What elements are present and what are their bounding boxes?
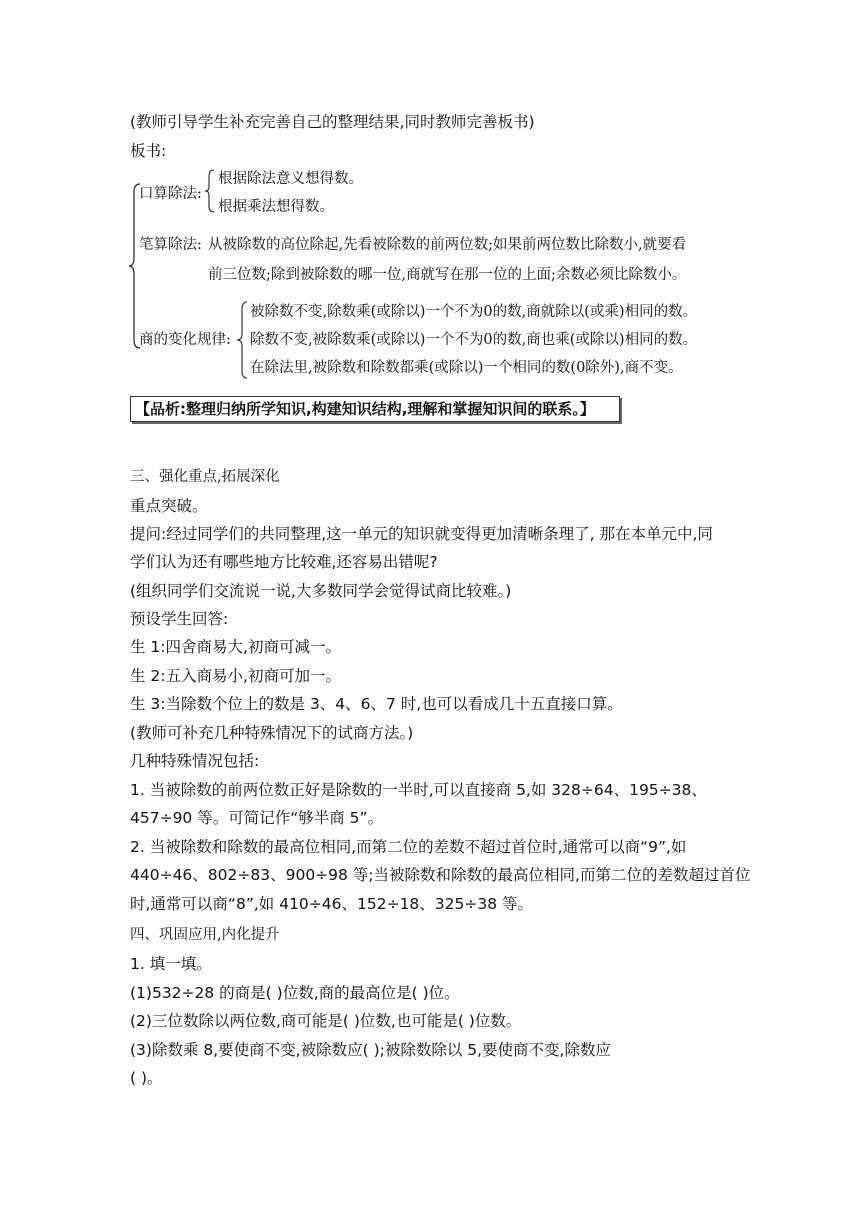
quotient-rule-item-3: 在除法里,被除数和除数都乘(或除以)一个相同的数(0除外),商不变。: [250, 360, 683, 376]
section3-line: 预设学生回答:: [130, 610, 229, 628]
section3-line: (教师可补充几种特殊情况下的试商方法。): [130, 724, 414, 742]
section4-line: (3)除数乘 8,要使商不变,被除数应( );被除数除以 5,要使商不变,除数应: [130, 1041, 611, 1059]
section3-line: 457÷90 等。可简记作“够半商 5”。: [130, 809, 384, 827]
section3-line: 440÷46、802÷83、900÷98 等;当被除数和除数的最高位相同,而第二位的差数超过首位: [130, 866, 751, 884]
oral-item-2: 根据乘法想得数。: [218, 199, 334, 215]
section3-line: 生 2:五入商易小,初商可加一。: [130, 667, 341, 685]
analysis-note-text: 【品析:整理归纳所学知识,构建知识结构,理解和掌握知识间的联系。】: [135, 400, 595, 418]
section3-line: 提问:经过同学们的共同整理,这一单元的知识就变得更加清晰条理了, 那在本单元中,同: [130, 525, 713, 543]
analysis-note-box: [130, 396, 620, 422]
section3-line: (组织同学们交流说一说,大多数同学会觉得试商比较难。): [130, 582, 512, 600]
section3-heading: 三、强化重点,拓展深化: [130, 469, 280, 485]
outer-brace: [128, 182, 142, 350]
section3-line: 几种特殊情况包括:: [130, 752, 260, 770]
section3-line: 2. 当被除数和除数的最高位相同,而第二位的差数不超过首位时,通常可以商“9”,如: [130, 838, 687, 856]
section3-line: 1. 当被除数的前两位数正好是除数的一半时,可以直接商 5,如 328÷64、195÷38、: [130, 781, 707, 799]
quotient-rule-item-2: 除数不变,被除数乘(或除以)一个不为0的数,商也乘(或除以)相同的数。: [250, 332, 698, 348]
section4-line: 1. 填一填。: [130, 955, 212, 973]
section4-line: ( )。: [130, 1069, 163, 1087]
oral-brace: [204, 168, 216, 214]
quotient-rule-brace: [236, 300, 249, 380]
section3-line: 重点突破。: [130, 497, 208, 515]
section3-line: 时,通常可以商“8”,如 410÷46、152÷18、325÷38 等。: [130, 895, 534, 913]
section4-line: (2)三位数除以两位数,商可能是( )位数,也可能是( )位数。: [130, 1012, 522, 1030]
board-label: 板书:: [130, 142, 167, 160]
written-line-1: 从被除数的高位除起,先看被除数的前两位数;如果前两位数比除数小,就要看: [208, 237, 687, 253]
quotient-rule-item-1: 被除数不变,除数乘(或除以)一个不为0的数,商就除以(或乘)相同的数。: [250, 304, 698, 320]
section3-line: 学们认为还有哪些地方比较难,还容易出错呢?: [130, 553, 438, 571]
oral-title: 口算除法:: [139, 186, 202, 202]
written-line-2: 前三位数;除到被除数的哪一位,商就写在那一位的上面;余数必须比除数小。: [208, 267, 687, 283]
section4-line: (1)532÷28 的商是( )位数,商的最高位是( )位。: [130, 984, 460, 1002]
section3-line: 生 3:当除数个位上的数是 3、4、6、7 时,也可以看成几十五直接口算。: [130, 695, 623, 713]
written-title: 笔算除法:: [139, 237, 202, 253]
quotient-rule-title: 商的变化规律:: [139, 332, 231, 348]
intro-line: (教师引导学生补充完善自己的整理结果,同时教师完善板书): [130, 113, 535, 131]
oral-item-1: 根据除法意义想得数。: [218, 171, 363, 187]
section3-line: 生 1:四舍商易大,初商可减一。: [130, 638, 341, 656]
section4-heading: 四、巩固应用,内化提升: [130, 927, 280, 943]
